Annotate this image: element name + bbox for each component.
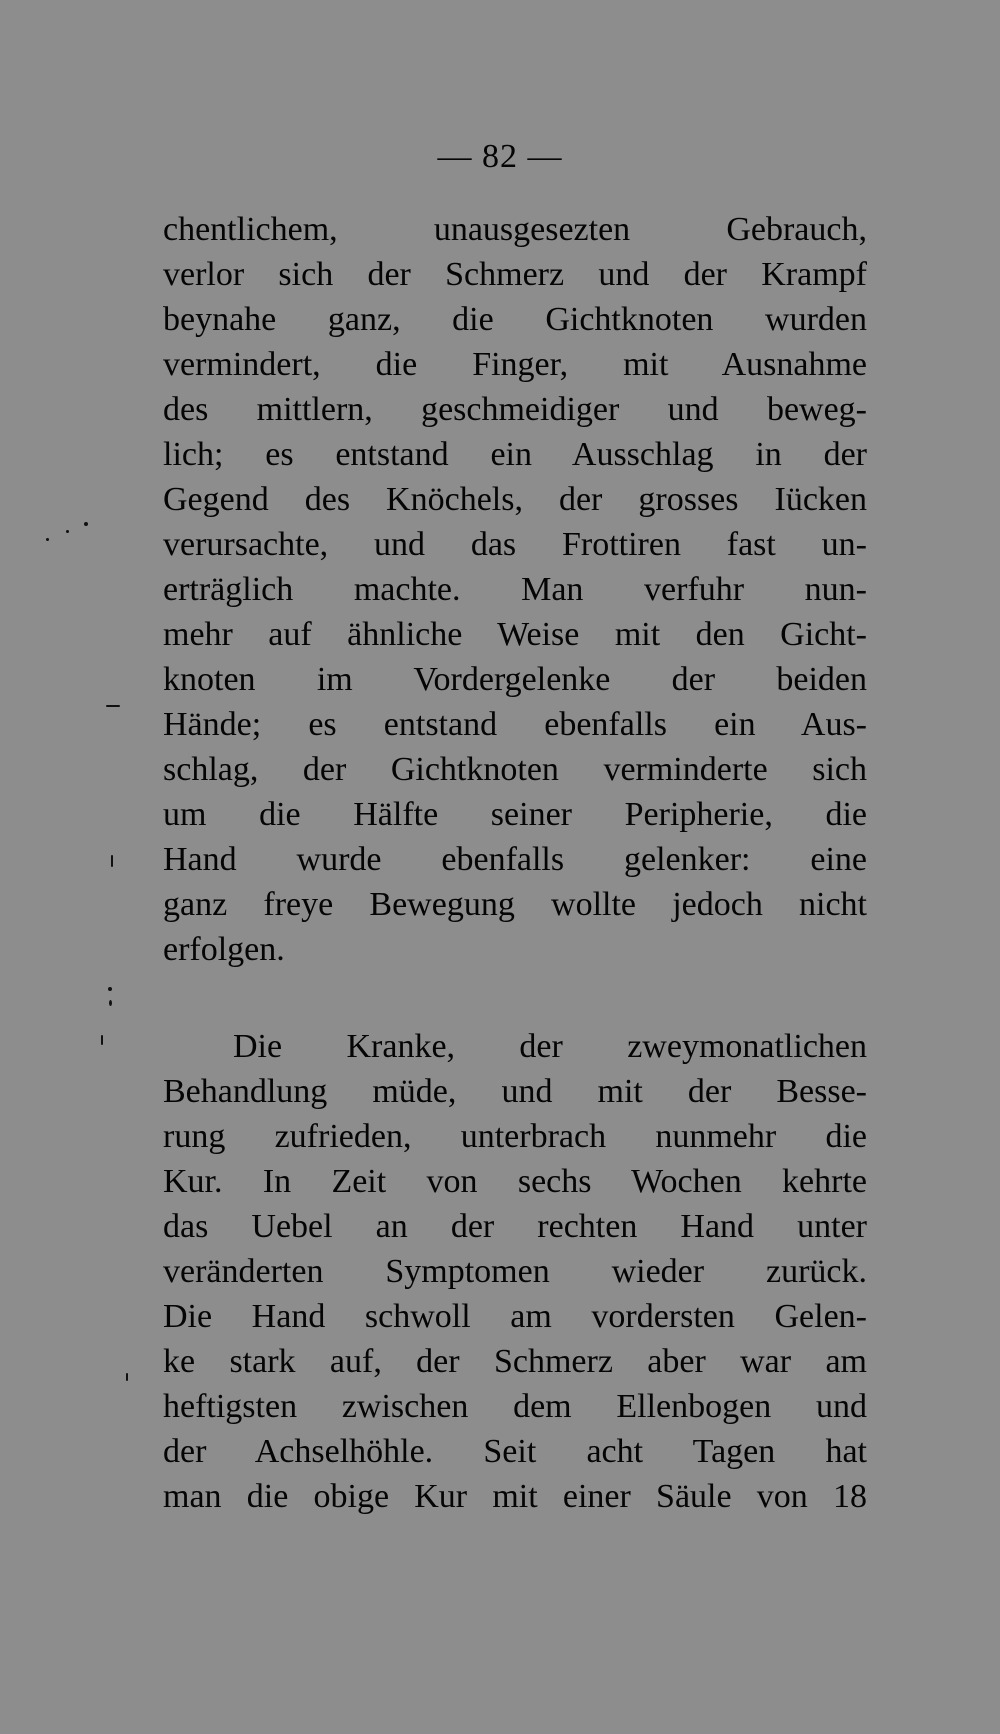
text-line: veränderten Symptomen wieder zurück. — [163, 1253, 867, 1290]
text-line: Die Hand schwoll am vordersten Gelen- — [163, 1298, 867, 1335]
scan-speck — [106, 705, 120, 707]
text-line: ke stark auf, der Schmerz aber war am — [163, 1343, 867, 1380]
text-line: schlag, der Gichtknoten verminderte sich — [163, 751, 867, 788]
text-line: ganz freye Bewegung wollte jedoch nicht — [163, 886, 867, 923]
text-line: das Uebel an der rechten Hand unter — [163, 1208, 867, 1245]
scan-speck — [84, 522, 88, 526]
text-line: Die Kranke, der zweymonatlichen — [233, 1028, 867, 1065]
scan-speck — [111, 855, 113, 867]
text-line: knoten im Vordergelenke der beiden — [163, 661, 867, 698]
scan-speck — [46, 538, 49, 541]
page-number: — 82 — — [437, 138, 563, 175]
text-line: Kur. In Zeit von sechs Wochen kehrte — [163, 1163, 867, 1200]
text-line: vermindert, die Finger, mit Ausnahme — [163, 346, 867, 383]
text-line: mehr auf ähnliche Weise mit den Gicht- — [163, 616, 867, 653]
text-line: verursachte, und das Frottiren fast un- — [163, 526, 867, 563]
text-line: man die obige Kur mit einer Säule von 18 — [163, 1478, 867, 1515]
paragraph-2 — [163, 1024, 867, 1519]
text-line: Hand wurde ebenfalls gelenker: eine — [163, 841, 867, 878]
text-line: erfolgen. — [163, 931, 285, 968]
text-line: Gegend des Knöchels, der grosses Iücken — [163, 481, 867, 518]
text-line: des mittlern, geschmeidiger und beweg- — [163, 391, 867, 428]
scan-speck — [126, 1373, 128, 1381]
scan-speck — [109, 1000, 112, 1006]
text-line: rung zufrieden, unterbrach nunmehr die — [163, 1118, 867, 1155]
text-line: beynahe ganz, die Gichtknoten wurden — [163, 301, 867, 338]
paragraph-1 — [163, 207, 867, 972]
scan-speck — [101, 1035, 103, 1045]
text-line: erträglich machte. Man verfuhr nun- — [163, 571, 867, 608]
scan-speck — [108, 987, 112, 991]
text-line: heftigsten zwischen dem Ellenbogen und — [163, 1388, 867, 1425]
text-line: chentlichem, unausgesezten Gebrauch, — [163, 211, 867, 248]
scan-speck — [66, 530, 69, 533]
text-line: der Achselhöhle. Seit acht Tagen hat — [163, 1433, 867, 1470]
text-line: Behandlung müde, und mit der Besse- — [163, 1073, 867, 1110]
text-line: verlor sich der Schmerz und der Krampf — [163, 256, 867, 293]
text-line: lich; es entstand ein Ausschlag in der — [163, 436, 867, 473]
text-line: Hände; es entstand ebenfalls ein Aus- — [163, 706, 867, 743]
text-line: um die Hälfte seiner Peripherie, die — [163, 796, 867, 833]
